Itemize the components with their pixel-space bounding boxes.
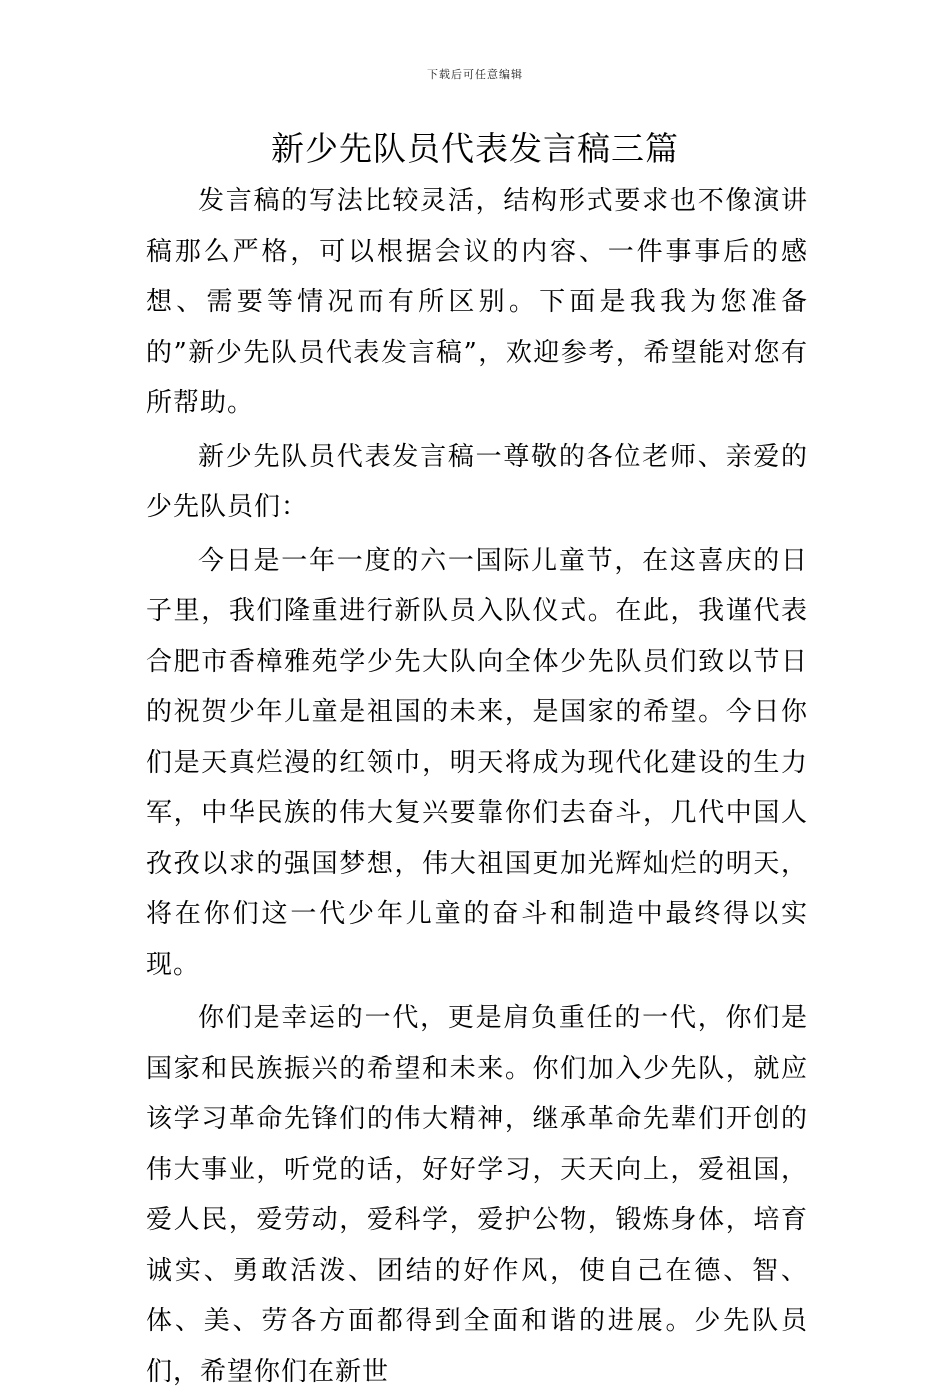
document-title: 新少先队员代表发言稿三篇	[271, 129, 679, 168]
paragraph-salutation: 新少先队员代表发言稿一尊敬的各位老师、亲爱的少先队员们：	[146, 441, 808, 522]
paragraph-childrens-day: 今日是一年一度的六一国际儿童节，在这喜庆的日子里，我们隆重进行新队员入队仪式。在此，我谨代表合肥市香樟雅苑学少先大队向全体少先队员们致以节日的祝贺少年儿童是祖国的未来，是国家的希望。今日你们是天真烂漫的红领巾，明天将成为现代化建设的生力军，中华民族的伟大复兴要靠你们去奋斗，几代中国人孜孜以求的强国梦想，伟大祖国更加光辉灿烂的明天，将在你们这一代少年儿童的奋斗和制造中最终得以实现。	[146, 545, 808, 980]
paragraph-generation: 你们是幸运的一代，更是肩负重任的一代，你们是国家和民族振兴的希望和未来。你们加入少先队，就应该学习革命先锋们的伟大精神，继承革命先辈们开创的伟大事业，听党的话，好好学习，天天向上，爱祖国，爱人民，爱劳动，爱科学，爱护公物，锻炼身体，培育诚实、勇敢活泼、团结的好作风，使自己在德、智、体、美、劳各方面都得到全面和谐的进展。少先队员们，希望你们在新世	[146, 1003, 808, 1387]
document-body	[146, 176, 808, 1397]
paragraph-intro: 发言稿的写法比较灵活，结构形式要求也不像演讲稿那么严格，可以根据会议的内容、一件事事后的感想、需要等情况而有所区别。下面是我我为您准备的”新少先队员代表发言稿”，欢迎参考，希望能对您有所帮助。	[146, 186, 808, 418]
header-note: 下载后可任意编辑	[427, 68, 523, 81]
